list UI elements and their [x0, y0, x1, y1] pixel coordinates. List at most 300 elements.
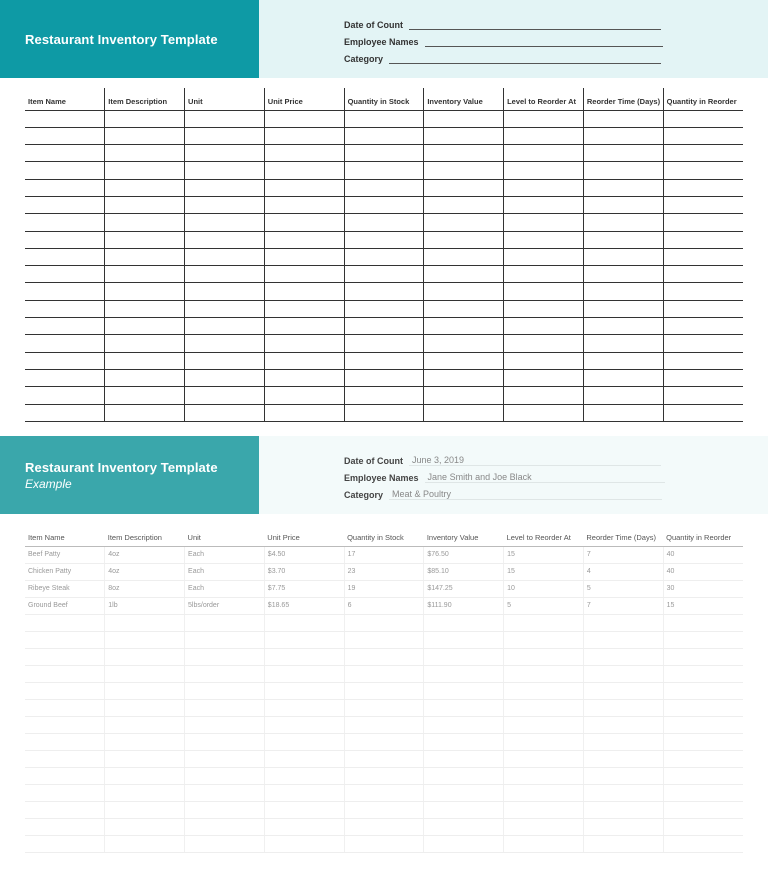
table-cell[interactable]: [583, 162, 663, 179]
table-cell[interactable]: [583, 733, 663, 750]
table-cell[interactable]: [344, 648, 424, 665]
table-cell[interactable]: [264, 733, 344, 750]
table-cell[interactable]: [344, 733, 424, 750]
table-cell[interactable]: [663, 231, 743, 248]
table-cell[interactable]: [25, 699, 105, 716]
table-cell[interactable]: [105, 801, 185, 818]
table-cell[interactable]: $4.50: [264, 546, 344, 563]
table-cell[interactable]: [264, 631, 344, 648]
table-cell[interactable]: [185, 767, 265, 784]
table-cell[interactable]: [264, 162, 344, 179]
table-cell[interactable]: [105, 648, 185, 665]
table-cell[interactable]: [25, 818, 105, 835]
table-cell[interactable]: [424, 733, 504, 750]
table-cell[interactable]: 15: [504, 546, 584, 563]
table-cell[interactable]: [25, 784, 105, 801]
table-cell[interactable]: [663, 335, 743, 352]
table-cell[interactable]: [504, 387, 584, 404]
table-cell[interactable]: [25, 266, 105, 283]
table-cell[interactable]: [663, 665, 743, 682]
table-cell[interactable]: [504, 716, 584, 733]
table-cell[interactable]: [663, 818, 743, 835]
table-cell[interactable]: [583, 767, 663, 784]
table-cell[interactable]: [105, 665, 185, 682]
field-value[interactable]: Jane Smith and Joe Black: [425, 472, 665, 483]
table-cell[interactable]: [504, 231, 584, 248]
table-cell[interactable]: [264, 784, 344, 801]
table-cell[interactable]: [344, 614, 424, 631]
table-cell[interactable]: [663, 283, 743, 300]
table-cell[interactable]: [185, 318, 265, 335]
table-cell[interactable]: 5: [583, 580, 663, 597]
table-cell[interactable]: [264, 214, 344, 231]
table-cell[interactable]: [105, 682, 185, 699]
table-cell[interactable]: [185, 750, 265, 767]
table-cell[interactable]: [105, 300, 185, 317]
table-cell[interactable]: [583, 784, 663, 801]
table-cell[interactable]: [504, 750, 584, 767]
table-cell[interactable]: [504, 248, 584, 265]
table-cell[interactable]: [344, 266, 424, 283]
table-cell[interactable]: [663, 352, 743, 369]
table-cell[interactable]: [344, 404, 424, 421]
table-cell[interactable]: [105, 699, 185, 716]
table-cell[interactable]: [105, 318, 185, 335]
table-cell[interactable]: Each: [185, 546, 265, 563]
table-cell[interactable]: [25, 631, 105, 648]
table-cell[interactable]: 4: [583, 563, 663, 580]
table-cell[interactable]: [663, 750, 743, 767]
table-cell[interactable]: [424, 767, 504, 784]
table-cell[interactable]: [583, 818, 663, 835]
table-cell[interactable]: [264, 614, 344, 631]
table-cell[interactable]: [264, 300, 344, 317]
table-cell[interactable]: [264, 648, 344, 665]
table-cell[interactable]: [663, 835, 743, 852]
table-cell[interactable]: 1lb: [105, 597, 185, 614]
table-cell[interactable]: [583, 248, 663, 265]
table-cell[interactable]: [264, 699, 344, 716]
table-cell[interactable]: [424, 682, 504, 699]
table-cell[interactable]: [504, 369, 584, 386]
table-cell[interactable]: [105, 818, 185, 835]
table-cell[interactable]: [424, 835, 504, 852]
table-cell[interactable]: [344, 127, 424, 144]
table-cell[interactable]: [105, 214, 185, 231]
table-cell[interactable]: [663, 631, 743, 648]
table-cell[interactable]: [264, 318, 344, 335]
table-cell[interactable]: [504, 733, 584, 750]
table-cell[interactable]: [424, 716, 504, 733]
table-cell[interactable]: [344, 248, 424, 265]
table-cell[interactable]: [25, 214, 105, 231]
table-cell[interactable]: [424, 179, 504, 196]
table-cell[interactable]: 7: [583, 546, 663, 563]
table-cell[interactable]: [424, 283, 504, 300]
table-cell[interactable]: [25, 716, 105, 733]
table-cell[interactable]: [105, 352, 185, 369]
table-cell[interactable]: [264, 110, 344, 127]
table-cell[interactable]: [185, 335, 265, 352]
table-cell[interactable]: [583, 127, 663, 144]
table-cell[interactable]: [105, 631, 185, 648]
table-cell[interactable]: 8oz: [105, 580, 185, 597]
table-cell[interactable]: [583, 716, 663, 733]
table-cell[interactable]: [583, 835, 663, 852]
table-cell[interactable]: [663, 699, 743, 716]
table-cell[interactable]: [504, 196, 584, 213]
table-cell[interactable]: [663, 716, 743, 733]
table-cell[interactable]: [344, 145, 424, 162]
table-cell[interactable]: [185, 818, 265, 835]
table-cell[interactable]: [424, 196, 504, 213]
field-value[interactable]: June 3, 2019: [409, 455, 661, 466]
table-cell[interactable]: [504, 631, 584, 648]
table-cell[interactable]: [264, 682, 344, 699]
table-cell[interactable]: 17: [344, 546, 424, 563]
table-cell[interactable]: [424, 145, 504, 162]
table-cell[interactable]: 4oz: [105, 546, 185, 563]
table-cell[interactable]: $111.90: [424, 597, 504, 614]
table-cell[interactable]: [663, 733, 743, 750]
table-cell[interactable]: [185, 631, 265, 648]
table-cell[interactable]: [185, 196, 265, 213]
table-cell[interactable]: 19: [344, 580, 424, 597]
table-cell[interactable]: [344, 179, 424, 196]
table-cell[interactable]: [583, 283, 663, 300]
table-cell[interactable]: [105, 404, 185, 421]
table-cell[interactable]: [264, 835, 344, 852]
table-cell[interactable]: [25, 767, 105, 784]
table-cell[interactable]: 4oz: [105, 563, 185, 580]
table-cell[interactable]: [663, 196, 743, 213]
table-cell[interactable]: [25, 231, 105, 248]
table-cell[interactable]: [105, 127, 185, 144]
table-cell[interactable]: [264, 716, 344, 733]
table-cell[interactable]: [583, 231, 663, 248]
table-cell[interactable]: 10: [504, 580, 584, 597]
table-cell[interactable]: [504, 614, 584, 631]
table-cell[interactable]: [344, 631, 424, 648]
table-cell[interactable]: [424, 665, 504, 682]
table-cell[interactable]: [663, 614, 743, 631]
table-cell[interactable]: 30: [663, 580, 743, 597]
table-cell[interactable]: [185, 733, 265, 750]
table-cell[interactable]: [583, 352, 663, 369]
table-cell[interactable]: [264, 767, 344, 784]
table-cell[interactable]: [105, 369, 185, 386]
table-cell[interactable]: [663, 404, 743, 421]
table-cell[interactable]: [663, 145, 743, 162]
table-cell[interactable]: 23: [344, 563, 424, 580]
table-cell[interactable]: [344, 835, 424, 852]
table-cell[interactable]: [105, 110, 185, 127]
table-cell[interactable]: [264, 231, 344, 248]
table-cell[interactable]: [504, 665, 584, 682]
table-cell[interactable]: [424, 818, 504, 835]
field-line[interactable]: [409, 20, 661, 30]
table-cell[interactable]: [105, 614, 185, 631]
table-cell[interactable]: [185, 231, 265, 248]
employee-names-field[interactable]: [344, 31, 663, 47]
table-cell[interactable]: [583, 214, 663, 231]
table-cell[interactable]: [424, 127, 504, 144]
table-cell[interactable]: [424, 387, 504, 404]
table-cell[interactable]: [424, 300, 504, 317]
table-cell[interactable]: [264, 404, 344, 421]
table-cell[interactable]: [185, 369, 265, 386]
table-cell[interactable]: [105, 733, 185, 750]
table-cell[interactable]: $76.50: [424, 546, 504, 563]
table-cell[interactable]: [344, 352, 424, 369]
table-cell[interactable]: [583, 179, 663, 196]
table-cell[interactable]: [105, 784, 185, 801]
table-cell[interactable]: [583, 665, 663, 682]
table-cell[interactable]: [25, 110, 105, 127]
table-cell[interactable]: [105, 387, 185, 404]
table-cell[interactable]: [504, 300, 584, 317]
table-cell[interactable]: [185, 682, 265, 699]
table-cell[interactable]: [583, 266, 663, 283]
table-cell[interactable]: [185, 300, 265, 317]
table-cell[interactable]: [504, 352, 584, 369]
date-of-count-field[interactable]: [344, 450, 661, 466]
table-cell[interactable]: [504, 335, 584, 352]
table-cell[interactable]: [105, 162, 185, 179]
table-cell[interactable]: $3.70: [264, 563, 344, 580]
table-cell[interactable]: [663, 387, 743, 404]
table-cell[interactable]: [663, 162, 743, 179]
table-cell[interactable]: [264, 387, 344, 404]
table-cell[interactable]: [185, 266, 265, 283]
table-cell[interactable]: [344, 767, 424, 784]
table-cell[interactable]: [185, 614, 265, 631]
table-cell[interactable]: [25, 248, 105, 265]
table-cell[interactable]: [663, 300, 743, 317]
table-cell[interactable]: [424, 750, 504, 767]
table-cell[interactable]: [25, 835, 105, 852]
date-of-count-field[interactable]: [344, 14, 661, 30]
table-cell[interactable]: Beef Patty: [25, 546, 105, 563]
table-cell[interactable]: [663, 682, 743, 699]
employee-names-field[interactable]: [344, 467, 665, 483]
table-cell[interactable]: [264, 801, 344, 818]
table-cell[interactable]: [25, 127, 105, 144]
table-cell[interactable]: [25, 335, 105, 352]
category-field[interactable]: [344, 48, 661, 64]
table-cell[interactable]: [663, 369, 743, 386]
table-cell[interactable]: $147.25: [424, 580, 504, 597]
table-cell[interactable]: [424, 162, 504, 179]
table-cell[interactable]: [185, 214, 265, 231]
table-cell[interactable]: [25, 648, 105, 665]
table-cell[interactable]: [504, 801, 584, 818]
table-cell[interactable]: [185, 716, 265, 733]
table-cell[interactable]: [424, 648, 504, 665]
table-cell[interactable]: [344, 716, 424, 733]
table-cell[interactable]: [185, 801, 265, 818]
table-cell[interactable]: 7: [583, 597, 663, 614]
table-cell[interactable]: [663, 179, 743, 196]
table-cell[interactable]: [25, 162, 105, 179]
table-cell[interactable]: Each: [185, 563, 265, 580]
table-cell[interactable]: [663, 266, 743, 283]
table-cell[interactable]: [424, 631, 504, 648]
table-cell[interactable]: [344, 750, 424, 767]
table-cell[interactable]: [185, 283, 265, 300]
table-cell[interactable]: [344, 318, 424, 335]
table-cell[interactable]: [185, 387, 265, 404]
table-cell[interactable]: [185, 648, 265, 665]
table-cell[interactable]: [185, 665, 265, 682]
table-cell[interactable]: [424, 335, 504, 352]
table-cell[interactable]: [105, 767, 185, 784]
table-cell[interactable]: [264, 750, 344, 767]
table-cell[interactable]: [504, 283, 584, 300]
table-cell[interactable]: 6: [344, 597, 424, 614]
table-cell[interactable]: [583, 196, 663, 213]
table-cell[interactable]: [424, 784, 504, 801]
table-cell[interactable]: [663, 318, 743, 335]
table-cell[interactable]: [583, 614, 663, 631]
table-cell[interactable]: Ground Beef: [25, 597, 105, 614]
table-cell[interactable]: [25, 801, 105, 818]
table-cell[interactable]: [344, 231, 424, 248]
table-cell[interactable]: [424, 110, 504, 127]
table-cell[interactable]: [185, 179, 265, 196]
table-cell[interactable]: [504, 127, 584, 144]
table-cell[interactable]: [583, 335, 663, 352]
table-cell[interactable]: [504, 214, 584, 231]
table-cell[interactable]: [105, 231, 185, 248]
table-cell[interactable]: [424, 248, 504, 265]
table-cell[interactable]: [264, 352, 344, 369]
table-cell[interactable]: [25, 614, 105, 631]
table-cell[interactable]: [504, 784, 584, 801]
table-cell[interactable]: 15: [504, 563, 584, 580]
table-cell[interactable]: [504, 699, 584, 716]
table-cell[interactable]: [504, 404, 584, 421]
table-cell[interactable]: [264, 283, 344, 300]
table-cell[interactable]: [25, 145, 105, 162]
table-cell[interactable]: [344, 369, 424, 386]
table-cell[interactable]: [105, 716, 185, 733]
table-cell[interactable]: [344, 665, 424, 682]
table-cell[interactable]: [185, 127, 265, 144]
table-cell[interactable]: $7.75: [264, 580, 344, 597]
table-cell[interactable]: [663, 127, 743, 144]
table-cell[interactable]: [344, 162, 424, 179]
table-cell[interactable]: [185, 248, 265, 265]
table-cell[interactable]: $85.10: [424, 563, 504, 580]
table-cell[interactable]: [264, 248, 344, 265]
table-cell[interactable]: [185, 110, 265, 127]
table-cell[interactable]: [583, 648, 663, 665]
table-cell[interactable]: [663, 214, 743, 231]
table-cell[interactable]: [583, 300, 663, 317]
table-cell[interactable]: 5lbs/order: [185, 597, 265, 614]
table-cell[interactable]: [504, 110, 584, 127]
table-cell[interactable]: [504, 767, 584, 784]
table-cell[interactable]: [583, 145, 663, 162]
table-cell[interactable]: [583, 631, 663, 648]
table-cell[interactable]: [583, 699, 663, 716]
table-cell[interactable]: [185, 784, 265, 801]
table-cell[interactable]: [663, 767, 743, 784]
table-cell[interactable]: [583, 387, 663, 404]
table-cell[interactable]: [25, 300, 105, 317]
table-cell[interactable]: [504, 179, 584, 196]
table-cell[interactable]: [25, 283, 105, 300]
table-cell[interactable]: [25, 196, 105, 213]
table-cell[interactable]: [105, 196, 185, 213]
table-cell[interactable]: [185, 145, 265, 162]
table-cell[interactable]: [264, 665, 344, 682]
table-cell[interactable]: [264, 145, 344, 162]
table-cell[interactable]: [583, 750, 663, 767]
table-cell[interactable]: [504, 818, 584, 835]
table-cell[interactable]: [583, 318, 663, 335]
table-cell[interactable]: [25, 352, 105, 369]
table-cell[interactable]: [264, 818, 344, 835]
table-cell[interactable]: [344, 387, 424, 404]
table-cell[interactable]: [105, 179, 185, 196]
table-cell[interactable]: [264, 127, 344, 144]
table-cell[interactable]: [424, 404, 504, 421]
table-cell[interactable]: [105, 283, 185, 300]
table-cell[interactable]: [264, 369, 344, 386]
table-cell[interactable]: [504, 648, 584, 665]
table-cell[interactable]: [583, 682, 663, 699]
table-cell[interactable]: [185, 404, 265, 421]
table-cell[interactable]: [25, 387, 105, 404]
table-cell[interactable]: [25, 665, 105, 682]
table-cell[interactable]: [25, 750, 105, 767]
table-cell[interactable]: [105, 248, 185, 265]
table-cell[interactable]: [185, 352, 265, 369]
table-cell[interactable]: $18.65: [264, 597, 344, 614]
table-cell[interactable]: [424, 699, 504, 716]
field-line[interactable]: [425, 37, 663, 47]
category-field[interactable]: [344, 484, 662, 500]
table-cell[interactable]: [185, 835, 265, 852]
table-cell[interactable]: [663, 801, 743, 818]
table-cell[interactable]: [504, 162, 584, 179]
table-cell[interactable]: [25, 682, 105, 699]
table-cell[interactable]: [25, 369, 105, 386]
table-cell[interactable]: [105, 835, 185, 852]
table-cell[interactable]: [344, 682, 424, 699]
table-cell[interactable]: [344, 110, 424, 127]
table-cell[interactable]: [25, 733, 105, 750]
table-cell[interactable]: [583, 110, 663, 127]
table-cell[interactable]: [344, 283, 424, 300]
table-cell[interactable]: [663, 784, 743, 801]
table-cell[interactable]: [105, 335, 185, 352]
table-cell[interactable]: 5: [504, 597, 584, 614]
table-cell[interactable]: [344, 818, 424, 835]
table-cell[interactable]: [663, 248, 743, 265]
table-cell[interactable]: [583, 369, 663, 386]
table-cell[interactable]: [424, 231, 504, 248]
table-cell[interactable]: [663, 110, 743, 127]
table-cell[interactable]: 15: [663, 597, 743, 614]
table-cell[interactable]: [264, 196, 344, 213]
field-line[interactable]: [389, 54, 661, 64]
table-cell[interactable]: [264, 179, 344, 196]
table-cell[interactable]: [344, 699, 424, 716]
table-cell[interactable]: [504, 318, 584, 335]
